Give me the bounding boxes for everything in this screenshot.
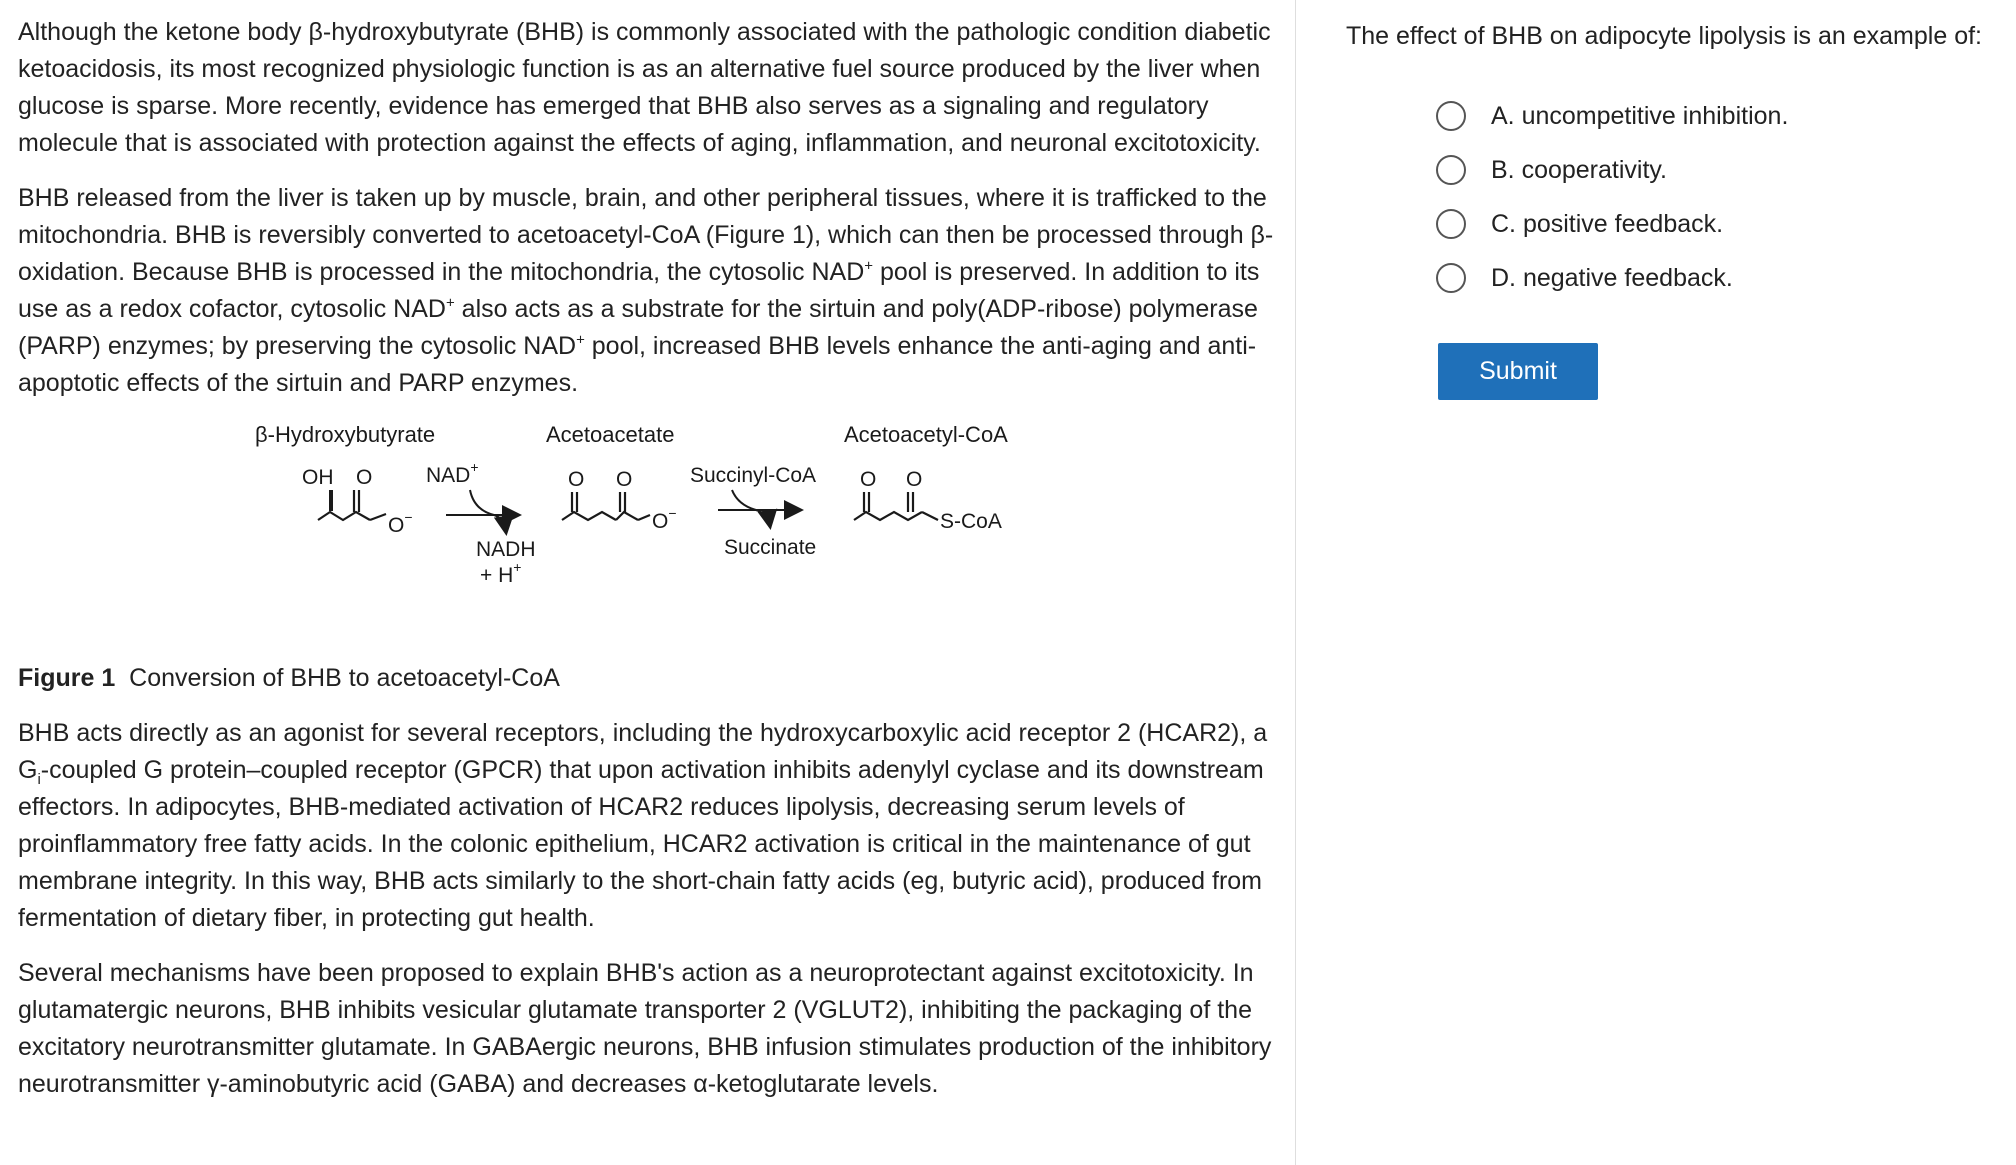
answer-choices	[1436, 89, 2016, 305]
p2-sup-1: +	[864, 257, 874, 275]
p2-sup-3: +	[576, 331, 585, 349]
bhb-skeleton	[318, 490, 386, 520]
p2-text-1: BHB released from the liver is taken up by muscle, brain, and other peripheral tissues, where it is trafficked to the mitochondria. BHB is reversibly converted to acetoacetyl-CoA (Figure 1), which can then be processed through β-oxidation. Because BHB is processed in the mitochondria, the cytosolic NAD	[18, 184, 1274, 286]
step-2-arrow	[718, 490, 800, 526]
acetoacetyl-coa-label: Acetoacetyl-CoA	[844, 422, 1008, 447]
p2-text-2: pool is preserved. In addition to its use as a redox cofactor, cytosolic NAD	[18, 258, 1260, 323]
question-panel	[1296, 0, 2016, 1165]
reaction-scheme	[18, 420, 1280, 640]
acetoacetyl-o1: O	[860, 468, 877, 491]
step-1-arrow	[446, 490, 518, 532]
bhb-o-minus: O−	[388, 509, 413, 537]
submit-button[interactable]: Submit	[1438, 343, 1598, 400]
figure-caption-number: Figure 1	[18, 664, 116, 692]
bhb-o-label: O	[356, 466, 373, 489]
p2-text-3: also acts as a substrate for the sirtuin and poly(ADP-ribose) polymerase (PARP) enzymes; by preserving the cytosolic NAD	[18, 295, 1258, 360]
succinyl-coa-label: Succinyl-CoA	[690, 464, 817, 487]
p3-sub: i	[37, 771, 41, 788]
p2-sup-2: +	[445, 294, 455, 312]
acetoacetyl-o2: O	[906, 468, 923, 491]
choice-c[interactable]	[1436, 197, 2016, 251]
p3-text-2: -coupled G protein–coupled receptor (GPCR) that upon activation inhibits adenylyl cyclase and its downstream effectors. In adipocytes, BHB-mediated activation of HCAR2 reduces lipolysis, decreasing serum levels of proinflammatory free fatty acids. In the colonic epithelium, HCAR2 activation is critical in the maintenance of gut membrane integrity. In this way, BHB acts similarly to the short-chain fatty acids (eg, butyric acid), produced from fermentation of dietary fiber, in protecting gut health.	[18, 756, 1264, 932]
acetoacetate-o1: O	[568, 468, 585, 491]
figure-caption-text: Conversion of BHB to acetoacetyl-CoA	[129, 664, 560, 692]
figure-1-diagram	[18, 420, 1280, 640]
choice-a[interactable]	[1436, 89, 2016, 143]
nadh-label: NADH	[476, 538, 536, 561]
question-stem: The effect of BHB on adipocyte lipolysis is an example of:	[1346, 22, 1982, 50]
radio-button-icon[interactable]	[1436, 209, 1466, 239]
p3-text-1: BHB acts directly as an agonist for several receptors, including the hydroxycarboxylic acid receptor 2 (HCAR2), a G	[18, 719, 1268, 784]
radio-button-icon[interactable]	[1436, 155, 1466, 185]
choice-a-label[interactable]: A. uncompetitive inhibition.	[1491, 101, 1789, 130]
radio-button-icon[interactable]	[1436, 263, 1466, 293]
radio-button-icon[interactable]	[1436, 101, 1466, 131]
choice-c-label[interactable]: C. positive feedback.	[1491, 209, 1724, 238]
acetoacetate-label: Acetoacetate	[546, 422, 675, 447]
acetoacetyl-coa-skeleton	[854, 492, 938, 520]
passage-paragraph-4: Several mechanisms have been proposed to explain BHB's action as a neuroprotectant against excitotoxicity. In glutamatergic neurons, BHB inhibits vesicular glutamate transporter 2 (VGLUT2), inhibiting the packaging of the excitatory neurotransmitter glutamate. In GABAergic neurons, BHB infusion stimulates production of the inhibitory neurotransmitter γ-aminobutyric acid (GABA) and decreases α-ketoglutarate levels.	[18, 959, 1272, 1098]
passage-paragraph-1: Although the ketone body β-hydroxybutyrate (BHB) is commonly associated with the pathologic condition diabetic ketoacidosis, its most recognized physiologic function is as an alternative fuel source produced by the liver when glucose is sparse. More recently, evidence has emerged that BHB also serves as a signaling and regulatory molecule that is associated with protection against the effects of aging, inflammation, and neuronal excitotoxicity.	[18, 18, 1271, 157]
h-plus-label: + H+	[480, 559, 522, 587]
acetoacetate-o-minus: O−	[652, 505, 677, 533]
choice-d-label[interactable]: D. negative feedback.	[1491, 263, 1733, 292]
choice-d[interactable]	[1436, 251, 2016, 305]
figure-caption	[18, 660, 1277, 697]
p2-text-4: pool, increased BHB levels enhance the anti-aging and anti-apoptotic effects of the sirtuin and PARP enzymes.	[18, 332, 1257, 397]
passage-paragraph-2	[18, 180, 1280, 402]
acetoacetate-skeleton	[562, 492, 650, 520]
choice-b-label[interactable]: B. cooperativity.	[1491, 155, 1668, 184]
bhb-oh-label: OH	[302, 466, 334, 489]
choice-b[interactable]	[1436, 143, 2016, 197]
succinate-label: Succinate	[724, 536, 817, 559]
passage-paragraph-3	[18, 715, 1280, 937]
bhb-label: β-Hydroxybutyrate	[255, 422, 436, 447]
s-coa-label: S-CoA	[940, 510, 1002, 533]
nad-label: NAD+	[426, 459, 479, 487]
acetoacetate-o2: O	[616, 468, 633, 491]
